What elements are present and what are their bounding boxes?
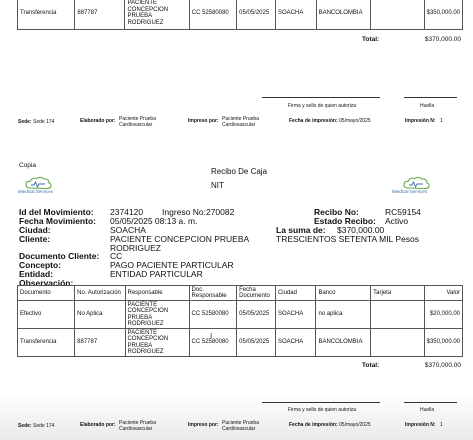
fecha-value: 05/05/2025 08:13 a. m. [110, 216, 198, 226]
footer-impreso: Impreso por: [188, 118, 219, 124]
scan-shadow [0, 394, 473, 440]
logo-text-left: iMedical Services [18, 189, 54, 194]
cell-tarjeta [371, 0, 424, 30]
recibo-label: Recibo No: [314, 207, 359, 217]
signature-label: Firma y sello de quien autoriza [288, 103, 357, 109]
th-autorizacion: No. Autorización [75, 286, 125, 301]
cliente-label: Cliente: [19, 234, 51, 244]
cell-doc: CC 52580080 [189, 0, 236, 30]
total-value: $370,000.00 [424, 362, 461, 369]
text-cursor-icon: I [210, 332, 213, 341]
cell-valor: $350,000.00 [424, 329, 462, 357]
fecha-label: Fecha Movimiento: [19, 216, 96, 226]
cell-fecha: 05/05/2025 [237, 301, 276, 329]
ciudad-label: Ciudad: [19, 225, 51, 235]
company-logo-left [18, 176, 70, 194]
suma-letras: TRESCIENTOS SETENTA MIL Pesos [276, 234, 419, 244]
footer-fecha: Fecha de impresión: 05/mayo/2025 [289, 118, 371, 124]
ciudad-value: SOACHA [110, 225, 146, 235]
footer-impreso-value: Paciente Prueba Cardiovascular [222, 420, 259, 432]
th-banco: Banco [316, 286, 371, 301]
th-fecha-documento: Fecha Documento [237, 286, 276, 301]
th-documento: Documento [18, 286, 75, 301]
cell-responsable: PACIENTE CONCEPCION PRUEBA RODRIGUEZ [125, 329, 189, 357]
cell-banco: BANCOLOMBIA [316, 329, 371, 357]
observacion-label: Observación: [19, 278, 74, 288]
table-row [18, 329, 463, 357]
copy-label: Copia [19, 162, 36, 169]
cell-responsable: PACIENTE CONCEPCION PRUEBA RODRIGUEZ [125, 301, 189, 329]
footer-elaborado-value: Paciente Prueba Cardiovascular [119, 116, 156, 128]
footer-elaborado: Elaborado por: [80, 422, 116, 428]
cell-autorizacion: 887787 [75, 329, 125, 357]
cliente-value: PACIENTE CONCEPCION PRUEBA RODRIGUEZ [110, 234, 250, 253]
total-value: $370,000.00 [424, 36, 461, 43]
concepto-label: Concepto: [19, 260, 62, 270]
suma-label: La suma de: [276, 225, 326, 235]
fingerprint-line [404, 97, 457, 98]
th-responsable: Responsable [125, 286, 189, 301]
footer-elaborado-value: Paciente Prueba Cardiovascular [119, 420, 156, 432]
th-tarjeta: Tarjeta [371, 286, 424, 301]
footer-elaborado: Elaborado por: [80, 118, 116, 124]
fingerprint-label: Huella [420, 103, 435, 109]
footer-fecha: Fecha de impresión: 05/mayo/2025 [289, 422, 371, 428]
table-row [18, 301, 463, 329]
company-logo-right [392, 176, 444, 194]
footer-impreso-value: Paciente Prueba Cardiovascular [222, 116, 259, 128]
recibo-value: RC59154 [385, 207, 421, 217]
top-payment-table [17, 0, 463, 30]
entidad-label: Entidad: [19, 269, 53, 279]
cell-ciudad: SOACHA [275, 0, 316, 30]
logo-text-right: iMedical Services [392, 189, 428, 194]
entidad-value: ENTIDAD PARTICULAR [110, 269, 203, 279]
total-label: Total: [362, 36, 380, 43]
fingerprint-line [404, 402, 457, 403]
cell-medio: Transferencia [18, 0, 75, 30]
footer-sede: Sede: Sede 174 [18, 423, 55, 429]
cell-tarjeta [371, 329, 424, 357]
th-doc-responsable: Doc. Responsable [189, 286, 237, 301]
cell-responsable: PACIENTE CONCEPCION PRUEBA RODRIGUEZ [125, 0, 189, 30]
nit-label: NIT [211, 181, 224, 190]
footer-sede: Sede: Sede 174 [18, 119, 55, 125]
ingreso-value: Ingreso No:270082 [162, 207, 235, 217]
cell-valor: $20,000.00 [424, 301, 462, 329]
estado-value: Activo [385, 216, 409, 226]
cell-autorizacion: No Aplica [75, 301, 125, 329]
signature-label: Firma y sello de quien autoriza [288, 407, 357, 413]
cell-banco: BANCOLOMBIA [316, 0, 371, 30]
receipt-title: Recibo De Caja [211, 167, 268, 176]
cell-fecha: 05/05/2025 [237, 0, 276, 30]
id-value: 2374120 [110, 207, 144, 217]
cell-tarjeta [371, 301, 424, 329]
cell-autorizacion: 887787 [75, 0, 125, 30]
cell-medio: Transferencia [18, 329, 75, 357]
cell-ciudad: SOACHA [275, 329, 315, 357]
fingerprint-label: Huella [420, 407, 435, 413]
footer-impresion: Impresión N: 1 [405, 118, 443, 124]
th-valor: Valor [424, 286, 462, 301]
signature-line [262, 97, 380, 98]
th-ciudad: Ciudad [275, 286, 315, 301]
id-label: Id del Movimiento: [19, 207, 94, 217]
suma-value: $370,000.00 [337, 225, 385, 235]
estado-label: Estado Recibo: [314, 216, 376, 226]
concepto-value: PAGO PACIENTE PARTICULAR [110, 260, 234, 270]
doc-cliente-value: CC [110, 251, 123, 261]
doc-cliente-label: Documento Cliente: [19, 251, 100, 261]
footer-impresion: Impresión N: 1 [405, 422, 443, 428]
cell-banco: no aplica [316, 301, 371, 329]
footer-impreso: Impreso por: [188, 422, 219, 428]
payment-table [17, 285, 463, 357]
cell-valor: $350,000.00 [424, 0, 462, 30]
table-header-row [18, 286, 463, 301]
cell-doc: CC 52580080 [189, 301, 237, 329]
cell-medio: Efectivo [18, 301, 75, 329]
cell-fecha: 05/05/2025 [237, 329, 276, 357]
total-label: Total: [362, 362, 380, 369]
cell-ciudad: SOACHA [275, 301, 315, 329]
cell-doc: CC 52580080 [189, 329, 237, 357]
signature-line [262, 402, 380, 403]
